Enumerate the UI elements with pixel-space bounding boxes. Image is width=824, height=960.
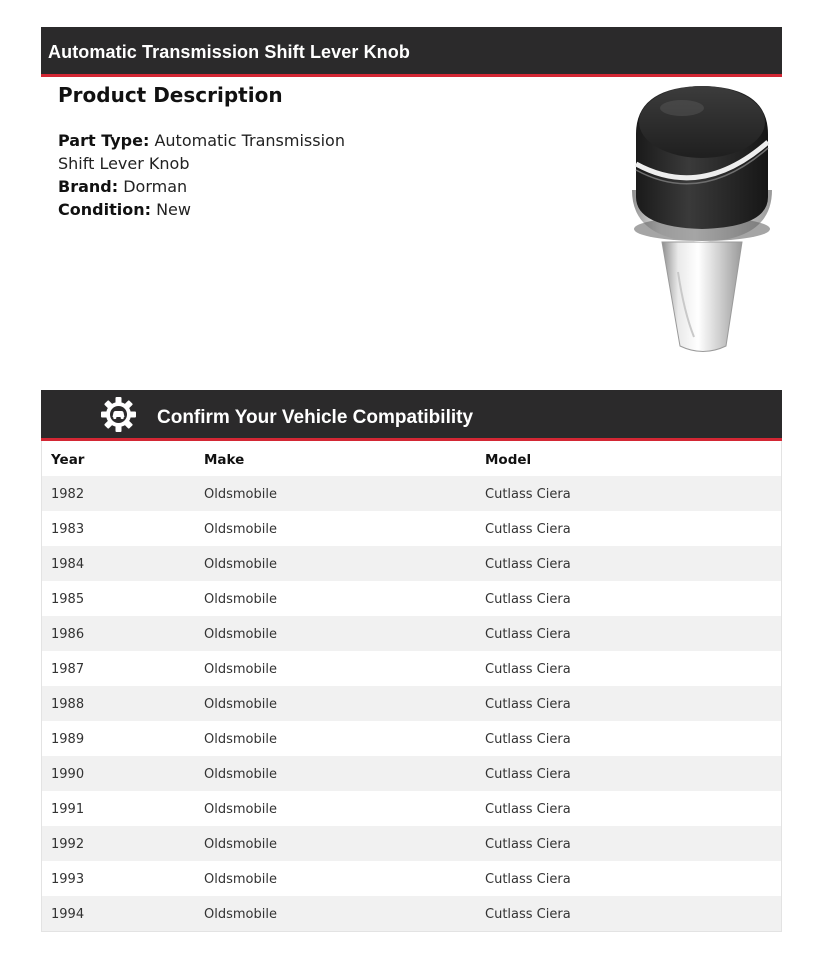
spec-brand bbox=[58, 175, 378, 198]
cell-make: Oldsmobile bbox=[204, 557, 277, 572]
spec-label: Part Type: bbox=[58, 131, 150, 150]
table-row bbox=[42, 476, 781, 511]
cell-make: Oldsmobile bbox=[204, 522, 277, 537]
cell-model: Cutlass Ciera bbox=[485, 557, 571, 572]
column-header-make: Make bbox=[204, 452, 245, 468]
cell-year: 1994 bbox=[51, 907, 85, 922]
cell-year: 1986 bbox=[51, 627, 85, 642]
cell-make: Oldsmobile bbox=[204, 767, 277, 782]
cell-model: Cutlass Ciera bbox=[485, 837, 571, 852]
column-header-year: Year bbox=[51, 452, 85, 468]
description-heading: Product Description bbox=[58, 83, 283, 107]
cell-model: Cutlass Ciera bbox=[485, 627, 571, 642]
gear-car-icon bbox=[100, 396, 137, 433]
cell-make: Oldsmobile bbox=[204, 627, 277, 642]
spec-list bbox=[58, 129, 378, 221]
cell-model: Cutlass Ciera bbox=[485, 697, 571, 712]
cell-make: Oldsmobile bbox=[204, 837, 277, 852]
cell-make: Oldsmobile bbox=[204, 732, 277, 747]
spec-condition bbox=[58, 198, 378, 221]
cell-year: 1991 bbox=[51, 802, 85, 817]
table-row bbox=[42, 581, 781, 616]
cell-make: Oldsmobile bbox=[204, 872, 277, 887]
shift-knob-image bbox=[624, 82, 782, 362]
table-row bbox=[42, 651, 781, 686]
cell-model: Cutlass Ciera bbox=[485, 522, 571, 537]
table-row bbox=[42, 546, 781, 581]
cell-model: Cutlass Ciera bbox=[485, 732, 571, 747]
compatibility-bar bbox=[41, 390, 782, 441]
cell-model: Cutlass Ciera bbox=[485, 907, 571, 922]
product-title: Automatic Transmission Shift Lever Knob bbox=[48, 42, 410, 62]
table-row bbox=[42, 826, 781, 861]
cell-make: Oldsmobile bbox=[204, 907, 277, 922]
cell-year: 1985 bbox=[51, 592, 85, 607]
spec-value: Automatic Transmission Shift Lever Knob bbox=[58, 131, 345, 173]
table-row bbox=[42, 756, 781, 791]
cell-year: 1990 bbox=[51, 767, 85, 782]
cell-model: Cutlass Ciera bbox=[485, 767, 571, 782]
cell-year: 1992 bbox=[51, 837, 85, 852]
spec-value: Dorman bbox=[123, 177, 188, 196]
compatibility-title: Confirm Your Vehicle Compatibility bbox=[157, 407, 474, 428]
cell-year: 1989 bbox=[51, 732, 85, 747]
cell-make: Oldsmobile bbox=[204, 592, 277, 607]
title-bar bbox=[41, 27, 782, 77]
spec-part-type bbox=[58, 129, 378, 175]
cell-year: 1988 bbox=[51, 697, 85, 712]
cell-year: 1987 bbox=[51, 662, 85, 677]
column-header-model: Model bbox=[485, 452, 532, 468]
table-row bbox=[42, 791, 781, 826]
cell-model: Cutlass Ciera bbox=[485, 592, 571, 607]
cell-make: Oldsmobile bbox=[204, 802, 277, 817]
cell-model: Cutlass Ciera bbox=[485, 662, 571, 677]
table-row bbox=[42, 686, 781, 721]
table-row bbox=[42, 861, 781, 896]
cell-year: 1982 bbox=[51, 487, 85, 502]
cell-year: 1984 bbox=[51, 557, 85, 572]
spec-label: Brand: bbox=[58, 177, 119, 196]
table-row bbox=[42, 896, 781, 931]
cell-make: Oldsmobile bbox=[204, 487, 277, 502]
cell-year: 1983 bbox=[51, 522, 85, 537]
table-row bbox=[42, 616, 781, 651]
cell-model: Cutlass Ciera bbox=[485, 802, 571, 817]
table-header-row bbox=[42, 441, 781, 476]
cell-model: Cutlass Ciera bbox=[485, 872, 571, 887]
cell-make: Oldsmobile bbox=[204, 662, 277, 677]
spec-label: Condition: bbox=[58, 200, 151, 219]
cell-model: Cutlass Ciera bbox=[485, 487, 571, 502]
cell-make: Oldsmobile bbox=[204, 697, 277, 712]
compatibility-table bbox=[41, 441, 782, 932]
table-row bbox=[42, 511, 781, 546]
product-image bbox=[624, 82, 782, 362]
spec-value: New bbox=[156, 200, 191, 219]
table-row bbox=[42, 721, 781, 756]
cell-year: 1993 bbox=[51, 872, 85, 887]
